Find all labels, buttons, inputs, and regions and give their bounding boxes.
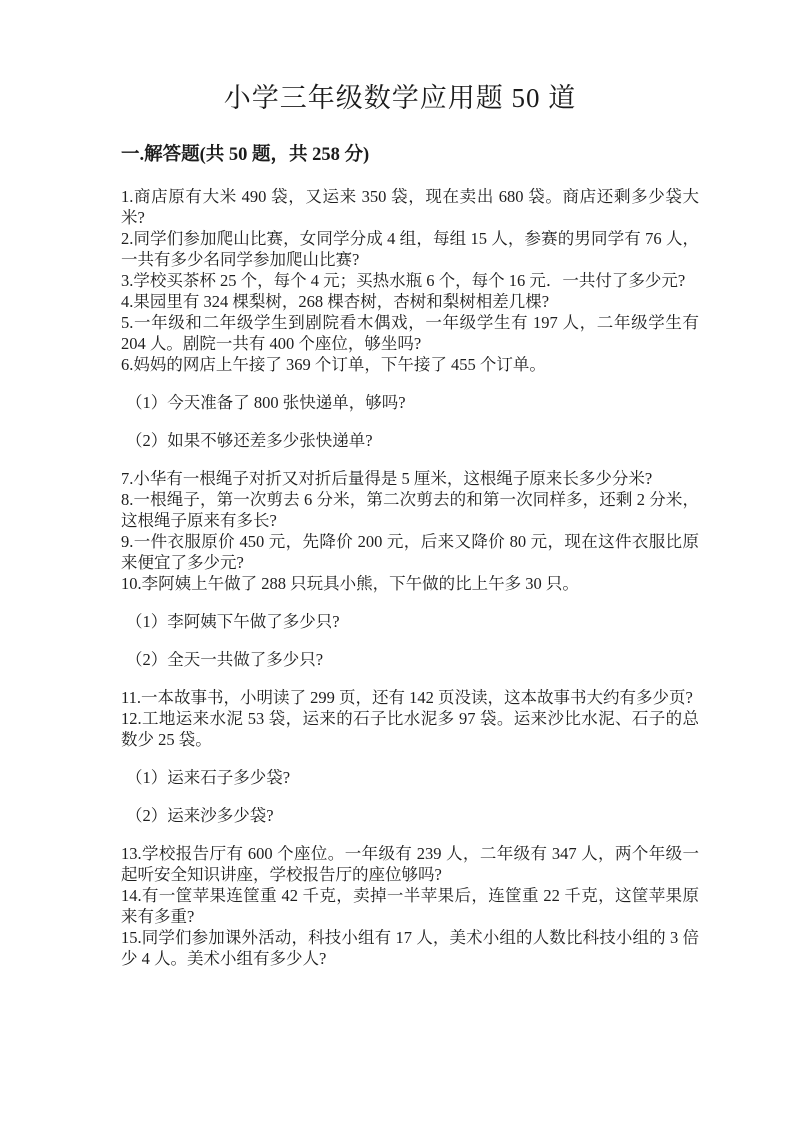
problem-text: 8.一根绳子，第一次剪去 6 分米，第二次剪去的和第一次同样多，还剩 2 分米，这根绳子原来有多长? [121, 490, 699, 530]
section-heading: 一.解答题(共 50 题，共 258 分) [121, 145, 370, 165]
subquestion-text: （1）运来石子多少袋? [126, 768, 291, 787]
subquestion-text: （2）如果不够还差多少张快递单? [126, 431, 373, 450]
subquestion-text: （2）全天一共做了多少只? [126, 650, 324, 669]
subquestion-text: （1）今天准备了 800 张快递单，够吗? [126, 393, 406, 412]
problem-text: 1.商店原有大米 490 袋，又运来 350 袋，现在卖出 680 袋。商店还剩多少袋大米? [121, 187, 699, 227]
problem-text: 10.李阿姨上午做了 288 只玩具小熊，下午做的比上午多 30 只。 [121, 574, 579, 593]
problem-text: 14.有一筐苹果连筐重 42 千克，卖掉一半苹果后，连筐重 22 千克，这筐苹果原来有多重? [121, 886, 699, 926]
subquestion-text: （2）运来沙多少袋? [126, 806, 274, 825]
problems-list [121, 186, 699, 969]
problem-text: 11.一本故事书，小明读了 299 页，还有 142 页没读，这本故事书大约有多少页? [121, 688, 693, 707]
problem-text: 12.工地运来水泥 53 袋，运来的石子比水泥多 97 袋。运来沙比水泥、石子的总数少 25 袋。 [121, 709, 699, 749]
problem-text: 15.同学们参加课外活动，科技小组有 17 人，美术小组的人数比科技小组的 3 倍少 4 人。美术小组有多少人? [121, 928, 699, 968]
problem-text: 7.小华有一根绳子对折又对折后量得是 5 厘米，这根绳子原来长多少分米? [121, 469, 653, 488]
problem-text: 9.一件衣服原价 450 元，先降价 200 元，后来又降价 80 元，现在这件衣服比原来便宜了多少元? [121, 532, 699, 572]
problem-text: 13.学校报告厅有 600 个座位。一年级有 239 人，二年级有 347 人，两个年级一起听安全知识讲座，学校报告厅的座位够吗? [121, 844, 699, 884]
problem-text: 5.一年级和二年级学生到剧院看木偶戏，一年级学生有 197 人，二年级学生有 204 人。剧院一共有 400 个座位，够坐吗? [121, 313, 699, 353]
subquestion-text: （1）李阿姨下午做了多少只? [126, 612, 340, 631]
problem-text: 6.妈妈的网店上午接了 369 个订单，下午接了 455 个订单。 [121, 355, 546, 374]
page-title: 小学三年级数学应用题 50 道 [223, 83, 577, 113]
problem-text: 4.果园里有 324 棵梨树，268 棵杏树，杏树和梨树相差几棵? [121, 292, 550, 311]
problem-text: 3.学校买茶杯 25 个，每个 4 元；买热水瓶 6 个，每个 16 元．一共付了多少元? [121, 271, 686, 290]
problem-text: 2.同学们参加爬山比赛，女同学分成 4 组，每组 15 人，参赛的男同学有 76 人，一共有多少名同学参加爬山比赛? [121, 229, 699, 269]
